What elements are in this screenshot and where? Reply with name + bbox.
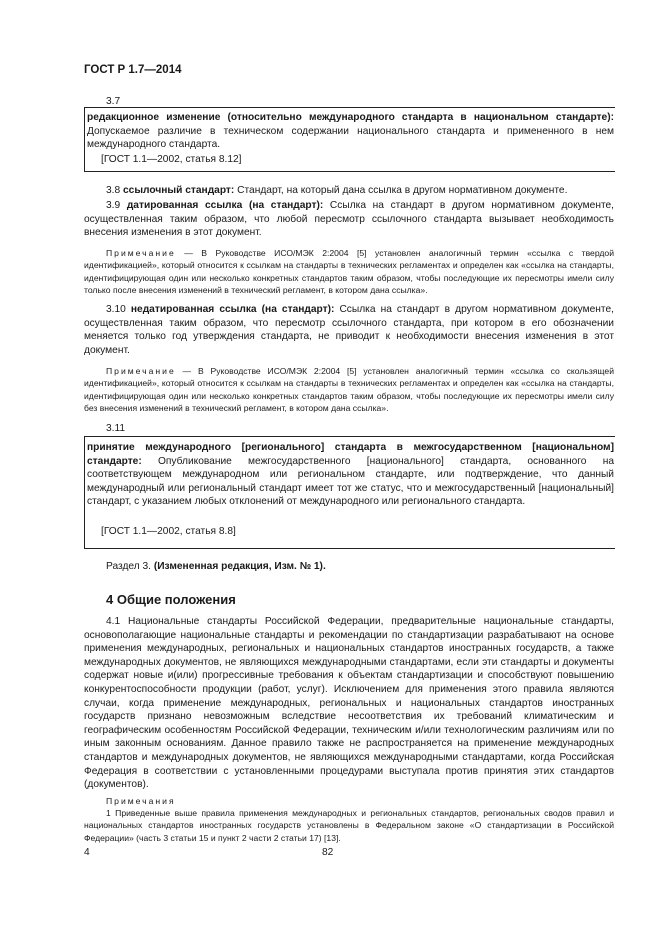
note-2-text: — В Руководстве ИСО/МЭК 2:2004 [5] установлен аналогичный термин «ссылка со скользящей идентификацией», который относится к ссылкам на стандарты в технических регламентах и определен как «ссылка на стандарты, идентифицирующая один или несколько конкретных стандартов таким образом, чтобы последующие их пересмотры имели силу без внесения изменений в технический регламент, в котором дана ссылка». [84, 366, 614, 414]
term-3-8-term: ссылочный стандарт: [123, 185, 235, 196]
term-3-9-number: 3.9 [106, 200, 121, 211]
section-note-bold: (Измененная редакция, Изм. № 1). [153, 561, 326, 572]
term-3-10 [84, 303, 614, 357]
term-3-11-number: 3.11 [106, 423, 126, 434]
term-3-7-number: 3.7 [106, 96, 121, 107]
note-1 [84, 247, 614, 297]
term-3-10-term: недатированная ссылка (на стандарт): [130, 304, 335, 315]
page-number-left: 4 [84, 847, 90, 858]
note-1-text: — В Руководстве ИСО/МЭК 2:2004 [5] установлен аналогичный термин «ссылка с твердой идентификацией», который относится к ссылкам на стандарты в технических регламентах и определен как «ссылка на стандарты, идентифицирующая один или несколько конкретных стандартов таким образом, чтобы последующие их пересмотры имели силу только после внесения изменений в технический регламент, в котором дана ссылка». [84, 248, 614, 296]
document-header: ГОСТ Р 1.7—2014 [84, 64, 182, 76]
section-note-prefix: Раздел 3. [106, 561, 154, 572]
term-3-11-definition: Опубликование межгосударственного [национального] стандарта, основанного на соответствующем международном или региональном стандарте, или подтверждение, что данный международный или региональный стандарт имеет тот же статус, что и межгосударственный [национальный] стандарт, с указанием любых отклонений от международного или регионального стандарта. [87, 455, 614, 508]
term-3-9-term: датированная ссылка (на стандарт): [126, 200, 324, 211]
page-number-center: 82 [322, 847, 334, 858]
term-3-9 [84, 199, 614, 240]
note-2-label: Примечание [106, 366, 176, 376]
term-3-7-reference: [ГОСТ 1.1—2002, статья 8.12] [101, 154, 242, 165]
note-1-label: Примечание [106, 248, 176, 258]
term-3-11-reference: [ГОСТ 1.1—2002, статья 8.8] [101, 526, 236, 537]
term-3-9-definition: Ссылка на стандарт в другом нормативном документе, осуществленная таким образом, что любой пересмотр ссылочного стандарта вызывает необходимость внесения изменения в этот документ. [84, 200, 614, 239]
term-3-8 [106, 184, 614, 198]
term-3-11-text [87, 441, 614, 509]
term-3-7-definition: Допускаемое различие в техническом содержании национального стандарта и примененного в нем международного стандарта. [87, 125, 614, 151]
term-3-8-number: 3.8 [106, 185, 121, 196]
note-2 [84, 365, 614, 415]
term-3-10-number: 3.10 [106, 304, 126, 315]
note-item-1: 1 Приведенные выше правила применения международных и региональных стандартов, региональных сводов правил и национальных стандартов иностранных государств установлены в Федеральном законе «О стандартизации в Российской Федерации» (часть 3 статьи 15 и пункт 2 части 2 статьи 17) [13]. [84, 808, 614, 843]
paragraph-4-1: 4.1 Национальные стандарты Российской Федерации, предварительные национальные стандарты, основополагающие национальные стандарты и рекомендации по стандартизации разрабатывают на основе применения международных, региональных и национальных стандартов иностранных государств, а также международных документов, не являющихся международными стандартами, если эти стандарты и документы содержат новые и(или) прогрессивные требования к объектам стандартизации и способствуют повышению конкурентоспособности продукции (работ, услуг). Исключением для применения этого правила являются случаи, когда применение международных, региональных и национальных стандартов иностранных государств признано невозможным вследствие несоответствия их требований климатическим и географическим особенностям Российской Федерации, техническим и/или технологическим различиям или по иным законным основаниям. Данное правило также не распространяется на применение международных стандартов и международных документов, не являющихся международными стандартами, когда Российская Федерация в соответствии с установленными процедурами выступала против принятия этих стандартов (документов). [84, 616, 614, 791]
term-3-11-term: принятие международного [регионального] стандарта в межгосударственном [национальном] стандарте: [87, 442, 614, 467]
term-3-7-term: редакционное изменение (относительно международного стандарта в национальном стандарте): [87, 112, 614, 123]
term-3-10-definition: Ссылка на стандарт в другом нормативном документе, осуществленная таким образом, что пересмотр ссылочного стандарта, при котором в его обозначении меняется только год утверждения стандарта, не приводит к необходимости внесения изменения в этот документ. [84, 304, 614, 356]
notes-label: Примечания [106, 796, 176, 806]
term-3-7-text [87, 111, 614, 152]
section-3-change-note [106, 560, 326, 574]
term-3-8-definition: Стандарт, на который дана ссылка в другом нормативном документе. [234, 185, 568, 196]
section-4-title: 4 Общие положения [106, 592, 236, 607]
